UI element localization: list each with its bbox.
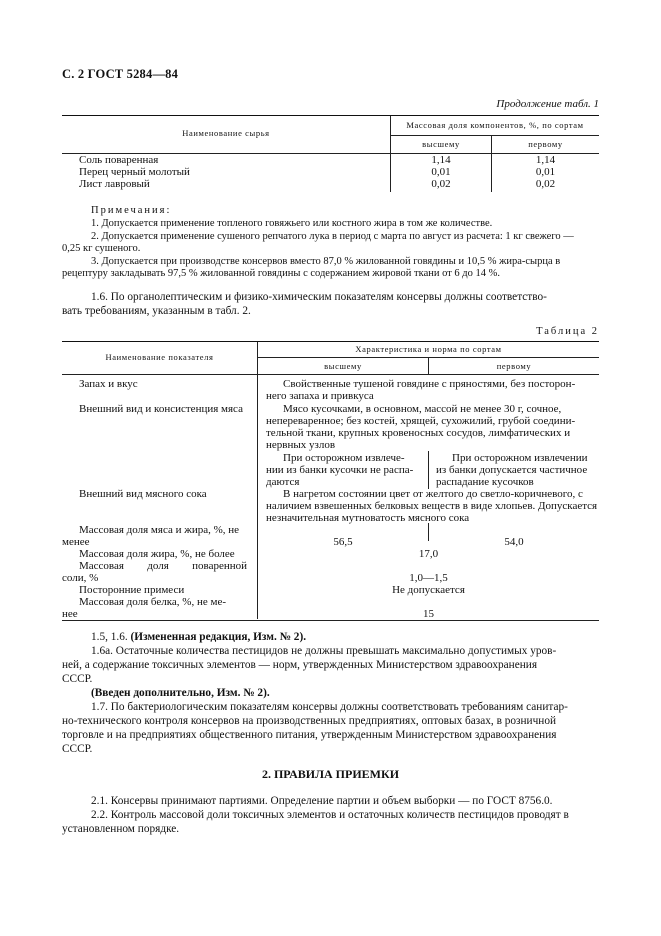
table-2-label: Таблица 2 xyxy=(536,326,599,337)
paragraph-1-7-line-4: СССР. xyxy=(62,743,93,755)
page-header: С. 2 ГОСТ 5284—84 xyxy=(62,67,179,81)
table-2-cell-first: 54,0 xyxy=(504,536,524,548)
table-2-col-first: первому xyxy=(496,361,532,371)
amendment-prefix: 1.5, 1.6. xyxy=(91,631,131,643)
table-2-cell: нервных узлов xyxy=(266,439,336,451)
table-2-cell: 1,0—1,5 xyxy=(409,572,448,584)
section-title: 2. ПРАВИЛА ПРИЕМКИ xyxy=(261,767,400,781)
table-2-row-name: менее xyxy=(62,536,90,548)
paragraph-2-2-line-2: установленном порядке. xyxy=(62,823,180,835)
table-2-cell-high: При осторожном извлече- xyxy=(283,452,405,464)
paragraph-1-6-line-1: 1.6. По органолептическим и физико-химическим показателям консервы должны соответство- xyxy=(91,291,547,303)
table-2-cell-high: нии из банки кусочки не распа- xyxy=(266,464,414,476)
table-cell-high: 1,14 xyxy=(431,154,451,166)
table-2-cell: тельной ткани, крупных кровеносных сосудов, лимфатических и xyxy=(266,427,571,439)
table-2-cell: Не допускается xyxy=(392,584,465,596)
table-2-row-name: Массовая доля белка, %, не ме- xyxy=(79,596,226,608)
table-2-row-name: Массовая доля жира, %, не более xyxy=(79,548,235,560)
table-2-cell: В нагретом состоянии цвет от желтого до светло-коричневого, с xyxy=(283,488,583,500)
note-2-line-2: 0,25 кг сушеного. xyxy=(62,243,141,254)
table-2-cell: 17,0 xyxy=(418,548,439,560)
table-2-bottom-rule xyxy=(62,620,599,621)
table-row-name: Соль поваренная xyxy=(79,154,159,166)
paragraph-1-7-line-2: но-технического контроля консервов на производственных предприятиях, оптовых базах, в розничной xyxy=(62,715,557,727)
table-2-cell: Свойственные тушеной говядине с пряностями, без посторон- xyxy=(283,378,576,390)
note-3-line-1: 3. Допускается при производстве консервов вместо 87,0 % жилованной говядины и 10,5 % жира-сырца в xyxy=(91,256,561,267)
table-2-row-name: Внешний вид мясного сока xyxy=(79,488,207,500)
paragraph-1-6a-line-3: СССР. xyxy=(62,673,93,685)
table-row-name: Лист лавровый xyxy=(79,178,150,190)
notes-title: Примечания: xyxy=(91,205,172,216)
table-2-cell-high: 56,5 xyxy=(333,536,353,548)
table-2-cell: непереваренное; без костей, хрящей, сухожилий, грубой соедини- xyxy=(266,415,576,427)
table-1-col-first: первому xyxy=(528,139,563,149)
table-2-top-rule xyxy=(62,341,599,342)
table-row-name: Перец черный молотый xyxy=(79,166,190,178)
table-1-col-high: высшему xyxy=(422,139,460,149)
table-1-col-group: Массовая доля компонентов, %, по сортам xyxy=(406,120,584,130)
table-2-row-name: Посторонние примеси xyxy=(79,584,185,596)
table-2-cell: него запаха и привкуса xyxy=(266,390,374,402)
table-1-subheader-rule xyxy=(391,135,599,136)
note-2-line-1: 2. Допускается применение сушеного репчатого лука в период с марта по август из расчета: 1 кг свежего — xyxy=(91,231,574,242)
paragraph-1-7-line-3: торговле и на предприятиях общественного питания, утвержденным Министерством здравоохранения xyxy=(62,729,557,741)
table-1-col-name: Наименование сырья xyxy=(182,128,270,138)
table-2-row-name: нее xyxy=(62,608,78,620)
table-2-cell: наличием взвешенных белковых веществ в виде хлопьев. Допускается xyxy=(266,500,598,512)
table-2-cell-high: даются xyxy=(266,476,300,488)
table-2-row-name: Внешний вид и консистенция мяса xyxy=(79,403,243,415)
table-2-col-high: высшему xyxy=(324,361,362,371)
table-2-row-name: соли, % xyxy=(62,572,99,584)
table-cell-first: 0,01 xyxy=(535,166,556,178)
table-cell-first: 0,02 xyxy=(535,178,556,190)
table-2-col-name: Наименование показателя xyxy=(105,352,214,362)
paragraph-1-6-line-2: вать требованиям, указанным в табл. 2. xyxy=(62,305,251,317)
paragraph-1-6a-line-1: 1.6а. Остаточные количества пестицидов не должны превышать максимально допустимых уров- xyxy=(91,645,557,657)
table-cell-high: 0,02 xyxy=(431,178,451,190)
paragraph-2-1: 2.1. Консервы принимают партиями. Определение партии и объем выборки — по ГОСТ 8756.0. xyxy=(91,795,553,807)
table-cell-first: 1,14 xyxy=(535,154,556,166)
table-2-cell: Мясо кусочками, в основном, массой не менее 30 г, сочное, xyxy=(283,403,562,415)
table-2-cell-first: из банки допускается частичное xyxy=(436,464,588,476)
amendment-note xyxy=(91,631,306,643)
table-continuation-label: Продолжение табл. 1 xyxy=(496,98,599,110)
table-2-header-rule xyxy=(62,374,599,375)
table-2-cell: незначительная мутноватость мясного сока xyxy=(266,512,470,524)
table-2-cell-first: При осторожном извлечении xyxy=(452,452,588,464)
table-2-row-name: Массовая доля мяса и жира, %, не xyxy=(79,524,240,536)
table-2-divider xyxy=(428,451,429,489)
table-2-row-name: Массовая доля поваренной xyxy=(79,560,247,572)
paragraph-1-7-line-1: 1.7. По бактериологическим показателям консервы должны соответствовать требованиям санитар- xyxy=(91,701,568,713)
table-1-top-rule xyxy=(62,115,599,116)
paragraph-1-6a-line-2: ней, а содержание токсичных элементов — норм, утвержденных Министерством здравоохранения xyxy=(62,659,538,671)
table-cell-high: 0,01 xyxy=(431,166,451,178)
table-2-cell-first: распадание кусочков xyxy=(436,476,534,488)
amendment-bold: (Измененная редакция, Изм. № 2). xyxy=(130,631,307,643)
note-1: 1. Допускается применение топленого говяжьего или костного жира в том же количестве. xyxy=(91,218,493,229)
added-note: (Введен дополнительно, Изм. № 2). xyxy=(91,687,270,699)
note-3-line-2: рецептуру закладывать 97,5 % жилованной говядины с содержанием жировой ткани от 6 до 14 %. xyxy=(62,268,501,279)
table-2-row-name: Запах и вкус xyxy=(79,378,138,390)
table-2-cell: 15 xyxy=(423,608,434,620)
table-2-col-group: Характеристика и норма по сортам xyxy=(355,344,502,354)
paragraph-2-2-line-1: 2.2. Контроль массовой доли токсичных элементов и остаточных количеств пестицидов проводят в xyxy=(91,809,569,821)
